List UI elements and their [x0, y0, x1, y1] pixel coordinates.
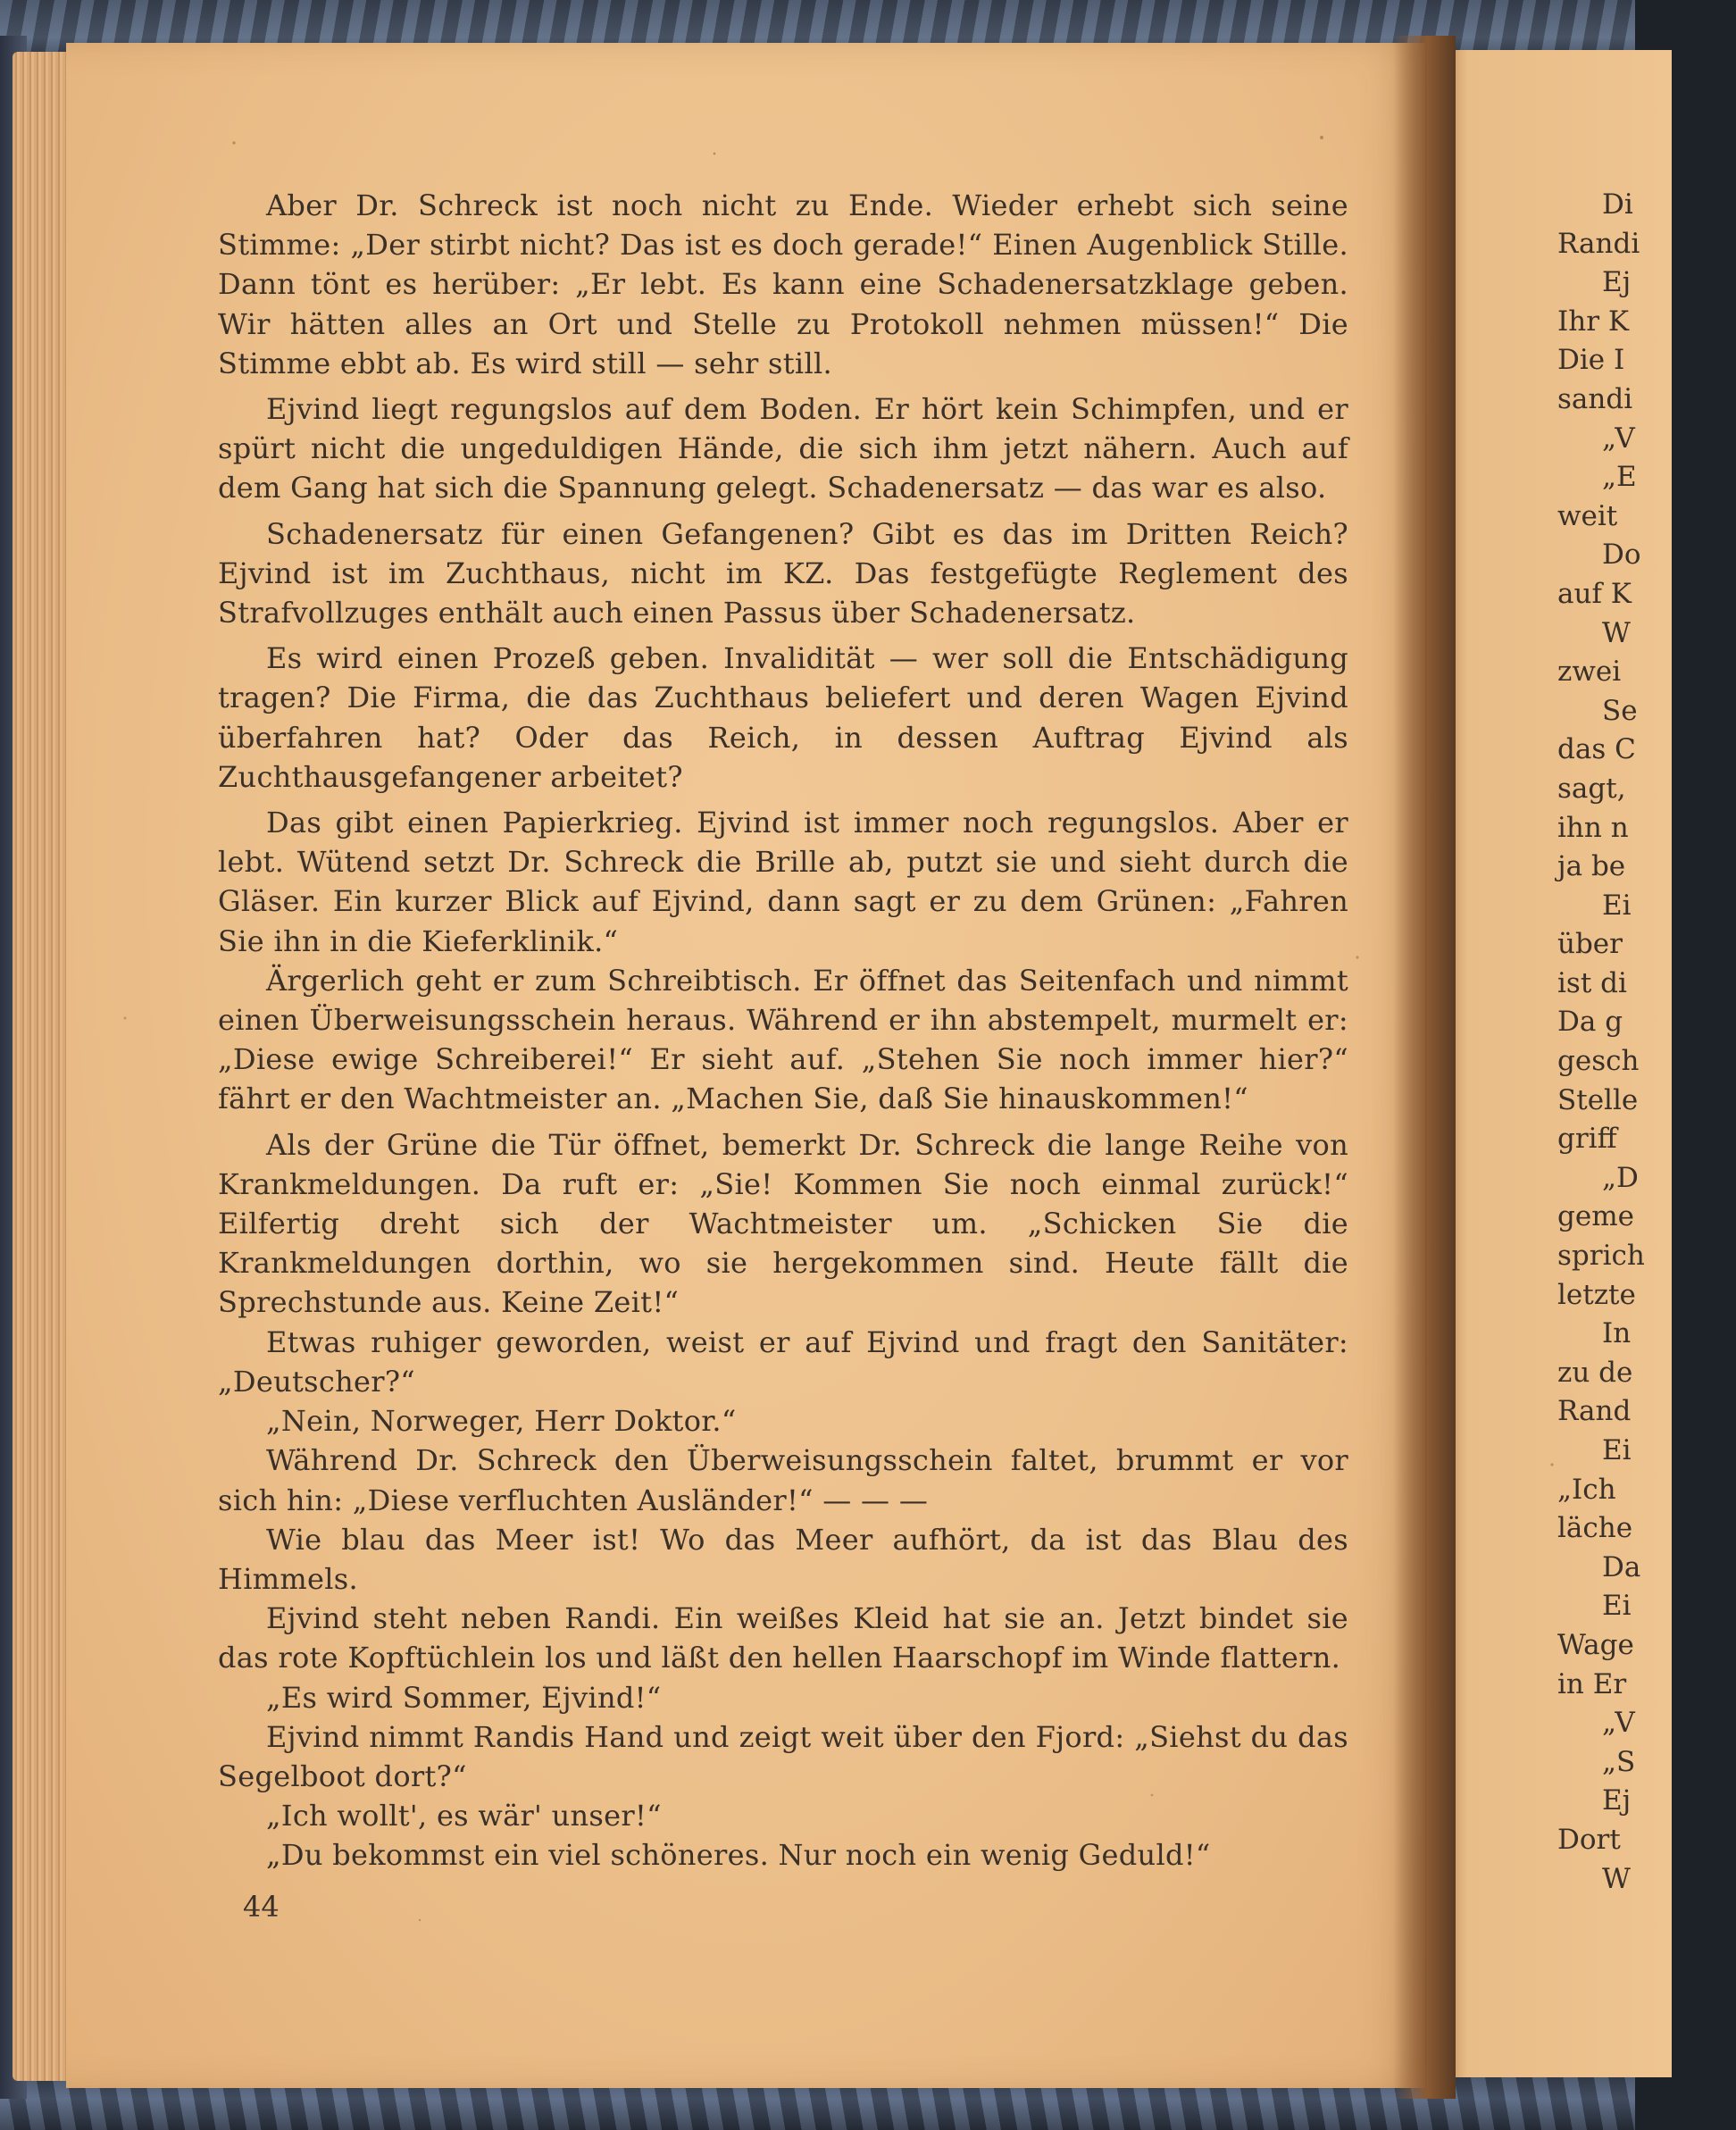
line-fragment: ihn n [1557, 811, 1629, 844]
line-fragment: Se [1602, 694, 1638, 727]
line-fragment: sandi [1557, 382, 1633, 415]
line-fragment: auf K [1557, 577, 1632, 610]
line-fragment: zwei [1557, 656, 1622, 689]
line-fragment: sagt, [1557, 772, 1626, 805]
line-fragment: „V [1602, 422, 1635, 455]
line-fragment: läche [1557, 1512, 1633, 1545]
paragraph: „Es wird Sommer, Ejvind!“ [266, 1680, 662, 1715]
line-fragment: letzte [1557, 1278, 1636, 1311]
line-fragment: gesch [1557, 1045, 1640, 1078]
paragraph: Das gibt einen Papierkrieg. Ejvind ist immer noch regungslos. Aber er lebt. Wütend setzt Dr. Schreck die Brille ab, putzt sie und sieht durch die Gläser. Ein kurzer Blick auf Ejvind, dann sagt er zu dem Grünen: „Fahren Sie ihn in die Kieferklinik.“ [218, 806, 1348, 958]
paragraph: Während Dr. Schreck den Überweisungsschein faltet, brummt er vor sich hin: „Diese verfluchten Ausländer!“ — — — [218, 1443, 1348, 1517]
line-fragment: ist di [1557, 966, 1627, 999]
line-fragment: das C [1557, 733, 1636, 766]
line-fragment: Stelle [1557, 1083, 1639, 1116]
line-fragment: In [1602, 1317, 1632, 1350]
left-page-text [218, 186, 1348, 1875]
paragraph: Wie blau das Meer ist! Wo das Meer aufhört, da ist das Blau des Himmels. [218, 1522, 1348, 1596]
line-fragment: W [1602, 1862, 1631, 1895]
right-page-text [1557, 186, 1736, 1899]
line-fragment: geme [1557, 1200, 1634, 1233]
paragraph: „Du bekommst ein viel schöneres. Nur noch ein wenig Geduld!“ [266, 1838, 1211, 1873]
line-fragment: „E [1602, 461, 1637, 494]
line-fragment: Ej [1602, 1784, 1632, 1817]
paragraph: Es wird einen Prozeß geben. Invalidität — wer soll die Entschädigung tragen? Die Firma, die das Zuchthaus beliefert und deren Wagen Ejvind überfahren hat? Oder das Reich, in dessen Auftrag Ejvind als Zuchthausgefangener arbeitet? [218, 641, 1348, 794]
paragraph: „Nein, Norweger, Herr Doktor.“ [266, 1404, 737, 1439]
line-fragment: Die I [1557, 344, 1625, 377]
line-fragment: Ihr K [1557, 305, 1630, 338]
paragraph: Ejvind nimmt Randis Hand und zeigt weit über den Fjord: „Siehst du das Segelboot dort?“ [218, 1719, 1348, 1793]
line-fragment: Do [1602, 539, 1641, 572]
paragraph: Schadenersatz für einen Gefangenen? Gibt es das im Dritten Reich? Ejvind ist im Zuchthaus, nicht im KZ. Das festgefügte Reglement des Strafvollzuges enthält auch einen Passus über Schadenersatz. [218, 516, 1348, 631]
line-fragment: Ej [1602, 266, 1632, 299]
line-fragment: Wage [1557, 1628, 1634, 1661]
paragraph: Als der Grüne die Tür öffnet, bemerkt Dr. Schreck die lange Reihe von Krankmeldungen. Da ruft er: „Sie! Kommen Sie noch einmal zurück!“ Eilfertig dreht sich der Wachtmeister um. „Schicken Sie die Krankmeldungen dorthin, wo sie hergekommen sind. Heute fällt die Sprechstunde aus. Keine Zeit!“ [218, 1127, 1348, 1320]
paragraph: Aber Dr. Schreck ist noch nicht zu Ende. Wieder erhebt sich seine Stimme: „Der stirbt nicht? Das ist es doch gerade!“ Einen Augenblick Stille. Dann tönt es herüber: „Er lebt. Es kann eine Schadenersatzklage geben. Wir hätten alles an Ort und Stelle zu Protokoll nehmen müssen!“ Die Stimme ebbt ab. Es wird still — sehr still. [218, 188, 1348, 380]
line-fragment: ja be [1557, 850, 1626, 883]
paragraph: „Ich wollt', es wär' unser!“ [266, 1799, 662, 1833]
line-fragment: Da g [1557, 1006, 1623, 1039]
line-fragment: Randi [1557, 227, 1640, 260]
line-fragment: Ei [1602, 889, 1632, 922]
line-fragment: „Ich [1557, 1473, 1616, 1506]
paragraph: Ejvind liegt regungslos auf dem Boden. Er hört kein Schimpfen, und er spürt nicht die ungeduldigen Hände, die sich ihm jetzt nähern. Auch auf dem Gang hat sich die Spannung gelegt. Schadenersatz — das war es also. [218, 392, 1348, 505]
line-fragment: griff [1557, 1123, 1617, 1156]
line-fragment: „D [1602, 1161, 1639, 1194]
line-fragment: Dort [1557, 1823, 1621, 1856]
line-fragment: sprich [1557, 1240, 1645, 1273]
paragraph: Etwas ruhiger geworden, weist er auf Ejvind und fragt den Sanitäter: „Deutscher?“ [218, 1324, 1348, 1399]
line-fragment: W [1602, 616, 1631, 649]
line-fragment: über [1557, 928, 1623, 961]
line-fragment: in Er [1557, 1667, 1627, 1700]
paragraph: Ejvind steht neben Randi. Ein weißes Kleid hat sie an. Jetzt bindet sie das rote Kopftüchlein los und läßt den hellen Haarschopf im Winde flattern. [218, 1601, 1348, 1675]
line-fragment: Ei [1602, 1434, 1632, 1466]
book-gutter [1393, 36, 1456, 2099]
line-fragment: zu de [1557, 1356, 1633, 1389]
page-number: 44 [243, 1890, 280, 1924]
paragraph: Ärgerlich geht er zum Schreibtisch. Er öffnet das Seitenfach und nimmt einen Überweisungsschein heraus. Während er ihn abstempelt, murmelt er: „Diese ewige Schreiberei!“ Er sieht auf. „Stehen Sie noch immer hier?“ fährt er den Wachtmeister an. „Machen Sie, daß Sie hinauskommen!“ [218, 963, 1348, 1116]
line-fragment: Rand [1557, 1395, 1632, 1428]
line-fragment: Ei [1602, 1590, 1632, 1623]
line-fragment: weit [1557, 499, 1618, 532]
line-fragment: Di [1602, 188, 1633, 221]
page-edges [13, 52, 70, 2081]
line-fragment: „S [1602, 1745, 1636, 1778]
line-fragment: Da [1602, 1550, 1641, 1583]
line-fragment: „V [1602, 1707, 1635, 1740]
